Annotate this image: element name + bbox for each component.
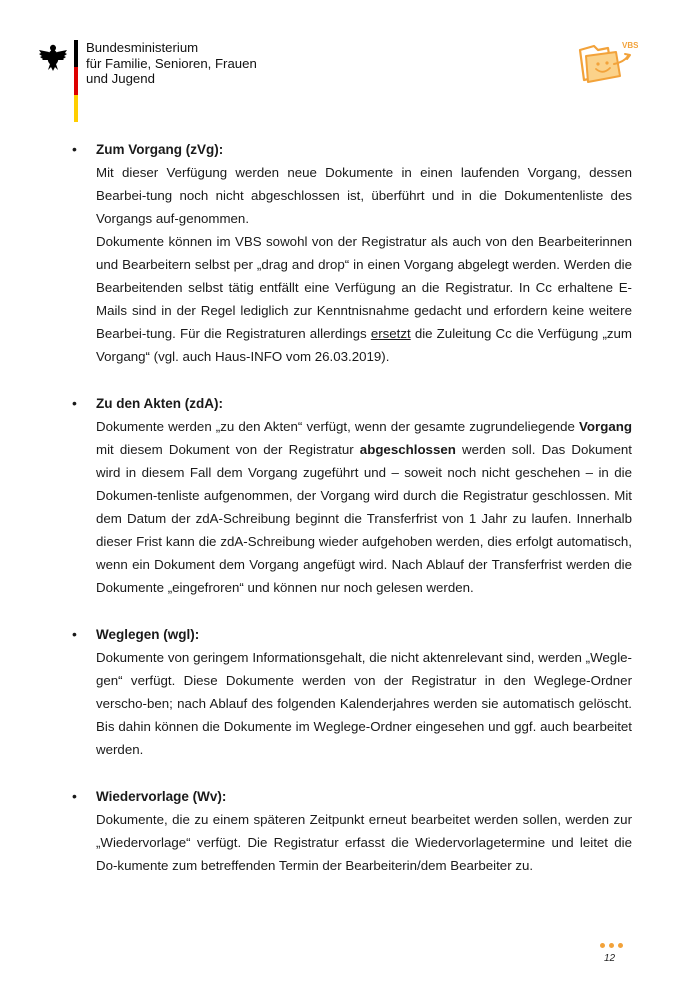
list-item-zvg: [72, 138, 632, 368]
text-run: Dokumente werden „zu den Akten“ verfügt, wenn der gesamte zugrundeliegende: [96, 419, 580, 434]
text-run: Dokumente können im VBS sowohl von der Registratur als auch von den Bearbeiterinnen und Bearbeitern selbst per „drag and drop“ in einen Vorgang abgelegt werden. Werden die Bearbeitenden selbst tätig entfällt eine Verfügung an die Registratur. In Cc erhaltene E-Mails sind in der Regel lediglich zur Kenntnisnahme gedacht und erfordern keine weitere Bearbei-tung. Für die Registraturen allerdings: [96, 234, 632, 341]
page-number: 12: [604, 953, 616, 964]
bold-word: abgeschlossen: [359, 442, 456, 457]
ministry-line-2: für Familie, Senioren, Frauen: [86, 55, 257, 71]
paragraph: Mit dieser Verfügung werden neue Dokumente in einen laufenden Vorgang, dessen Bearbei-tung noch nicht abgeschlossen ist, überführt und in die Dokumentenliste des Vorgangs auf-genommen.: [96, 165, 632, 226]
ministry-line-1: Bundesministerium: [86, 40, 199, 55]
ministry-line-3: und Jugend: [86, 71, 155, 86]
item-title: Zu den Akten (zdA):: [96, 396, 223, 411]
ministry-name: [86, 40, 257, 87]
bullet-icon: •: [72, 395, 77, 411]
paragraph: [96, 230, 632, 368]
list-item-wgl: [72, 623, 632, 761]
text-run: werden soll. Das Dokument wird in diesem Fall dem Vorgang zugeführt und – soweit noch nicht geschehen – in die Dokumen-tenliste aufgenommen, der Vorgang wird durch die Registratur geschlossen. Mit dem Datum der zdA-Schreibung beginnt die Transferfrist von 1 Jahr zu laufen. Innerhalb dieser Frist kann die zdA-Schreibung wieder aufgehoben werden, dies erfolgt automatisch, wenn ein Dokument dem Vorgang angefügt wird. Nach Ablauf der Transferfrist werden die Dokumente „eingefroren“ und können nur noch gelesen werden.: [96, 442, 632, 595]
flag-bar: [74, 40, 78, 122]
text-run: mit diesem Dokument von der Registratur: [96, 442, 360, 457]
item-title: Zum Vorgang (zVg):: [96, 142, 224, 157]
item-title: Weglegen (wgl):: [96, 627, 200, 642]
paragraph: [96, 415, 632, 599]
underlined-word: ersetzt: [370, 326, 411, 341]
footer-dots-icon: [600, 943, 626, 951]
vbs-logo-icon: [574, 36, 638, 86]
list-item-wv: [72, 785, 632, 877]
bullet-icon: •: [72, 626, 77, 642]
text-run: die Zuleitung Cc die Verfügung „zum Vorgang“ (vgl. auch Haus-INFO vom 26.03.2019).: [96, 326, 632, 364]
document-body: [72, 138, 632, 901]
bold-word: Vorgang: [579, 419, 632, 434]
list-item-zda: [72, 392, 632, 599]
page-header: [0, 0, 700, 130]
item-title: Wiedervorlage (Wv):: [96, 789, 227, 804]
vbs-logo-text: VBS: [622, 41, 638, 50]
bullet-icon: •: [72, 788, 77, 804]
paragraph: Dokumente von geringem Informationsgehalt, die nicht aktenrelevant sind, werden „Wegle-gen“ verfügt. Diese Dokumente werden von der Registratur in den Weglege-Ordner verscho-ben; nach Ablauf des folgenden Kalenderjahres werden sie automatisch gelöscht. Bis dahin können die Dokumente im Weglege-Ordner eingesehen und ggf. auch bearbeitet werden.: [96, 650, 632, 757]
bullet-icon: •: [72, 141, 77, 157]
paragraph: Dokumente, die zu einem späteren Zeitpunkt erneut bearbeitet werden sollen, werden zur „Wiedervorlage“ verfügt. Die Registratur erfasst die Wiedervorlagetermine und leitet die Do-kumente zum betreffenden Termin der Bearbeiterin/dem Bearbeiter zu.: [96, 812, 632, 873]
federal-eagle-icon: [38, 42, 68, 72]
